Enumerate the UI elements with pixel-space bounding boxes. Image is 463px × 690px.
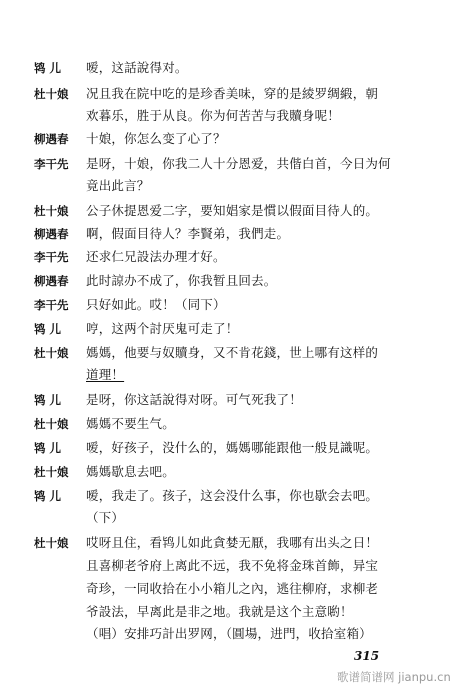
dialogue-text: 此时諒办不成了，你我暂且回去。 bbox=[86, 273, 277, 288]
dialogue-line bbox=[34, 343, 446, 361]
dialogue-line bbox=[34, 438, 446, 456]
dialogue-line bbox=[34, 319, 446, 337]
speaker-label: 杜十娘 bbox=[34, 87, 69, 101]
dialogue-line bbox=[34, 486, 446, 504]
speaker-label: 李干先 bbox=[34, 298, 69, 312]
speaker-label: 柳遇春 bbox=[34, 227, 69, 241]
dialogue-text: 嗳，好孩子，没什么的，媽媽哪能跟他一般見識呢。 bbox=[86, 440, 379, 455]
speaker-label: 李干先 bbox=[34, 250, 69, 264]
dialogue-line bbox=[34, 84, 446, 102]
dialogue-line bbox=[34, 58, 446, 76]
dialogue-line bbox=[34, 462, 446, 480]
dialogue-line bbox=[34, 154, 446, 172]
dialogue-text: 媽媽不要生气。 bbox=[86, 416, 175, 431]
speaker-label: 杜十娘 bbox=[34, 465, 69, 479]
dialogue-continuation: 爷設法，早离此是非之地。我就是这个主意喲！ bbox=[86, 604, 353, 619]
dialogue-line bbox=[34, 129, 446, 147]
watermark-text: 歌谱简谱网 jianpu.cn bbox=[337, 670, 451, 684]
speaker-label: 杜十娘 bbox=[34, 536, 69, 550]
dialogue-text: 媽媽，他要与奴贖身，又不肯花錢，世上哪有这样的 bbox=[86, 345, 379, 360]
dialogue-line bbox=[34, 271, 446, 289]
dialogue-line bbox=[34, 533, 446, 551]
speaker-label: 李干先 bbox=[34, 157, 69, 171]
dialogue-text: 哎呀且住，看鸨儿如此貪婪无厭，我哪有出头之日！ bbox=[86, 535, 379, 550]
dialogue-line bbox=[34, 201, 446, 219]
page-number: 315 bbox=[354, 649, 380, 663]
dialogue-continuation: （下） bbox=[86, 510, 125, 525]
dialogue-text: 还求仁兄設法办理才好。 bbox=[86, 249, 226, 264]
speaker-label: 鸨 儿 bbox=[34, 489, 62, 503]
dialogue-continuation: 奇珍，一同收拾在小小箱儿之內，逃往柳府，求柳老 bbox=[86, 581, 379, 596]
dialogue-text: 况且我在院中吃的是珍香美味，穿的是綾罗绸緞，朝 bbox=[86, 86, 379, 101]
dialogue-text: 只好如此。哎！（同下） bbox=[86, 297, 226, 312]
speaker-label: 杜十娘 bbox=[34, 346, 69, 360]
dialogue-line bbox=[34, 247, 446, 265]
speaker-label: 柳遇春 bbox=[34, 132, 69, 146]
dialogue-line bbox=[34, 295, 446, 313]
dialogue-text: 嗳，这話說得对。 bbox=[86, 60, 188, 75]
dialogue-continuation: 且喜柳老爷府上离此不远，我不免将金珠首飾，异宝 bbox=[86, 558, 379, 573]
dialogue-text: 是呀，十娘，你我二人十分恩爱，共偕白首，今日为何 bbox=[86, 156, 391, 171]
speaker-label: 鸨 儿 bbox=[34, 441, 62, 455]
speaker-label: 杜十娘 bbox=[34, 204, 69, 218]
speaker-label: 鸨 儿 bbox=[34, 393, 62, 407]
dialogue-text: 十娘，你怎么变了心了？ bbox=[86, 131, 226, 146]
dialogue-continuation: 欢暮乐，胜于从良。你为何苦苦与我贖身呢！ bbox=[86, 108, 341, 123]
dialogue-text: 嗳，我走了。孩子，这会没什么事，你也歇会去吧。 bbox=[86, 488, 379, 503]
dialogue-line bbox=[34, 390, 446, 408]
dialogue-text: 公子休提恩爱二字，要知娼家是慣以假面目待人的。 bbox=[86, 203, 379, 218]
speaker-label: 杜十娘 bbox=[34, 417, 69, 431]
dialogue-text: 是呀，你这話說得对呀。可气死我了！ bbox=[86, 392, 302, 407]
dialogue-text: 媽媽歇息去吧。 bbox=[86, 464, 175, 479]
dialogue-line bbox=[34, 224, 446, 242]
dialogue-continuation: （唱）安排巧計出罗网，（圓場，进門，收拾室箱） bbox=[86, 626, 372, 641]
dialogue-continuation: 竟出此言？ bbox=[86, 178, 150, 193]
dialogue-continuation: 道理！ bbox=[86, 367, 125, 382]
dialogue-line bbox=[34, 414, 446, 432]
dialogue-text: 哼，这两个討厌鬼可走了！ bbox=[86, 321, 239, 336]
speaker-label: 鸨 儿 bbox=[34, 61, 62, 75]
speaker-label: 鸨 儿 bbox=[34, 322, 62, 336]
speaker-label: 柳遇春 bbox=[34, 274, 69, 288]
dialogue-text: 啊，假面目待人？李賢弟，我們走。 bbox=[86, 226, 290, 241]
